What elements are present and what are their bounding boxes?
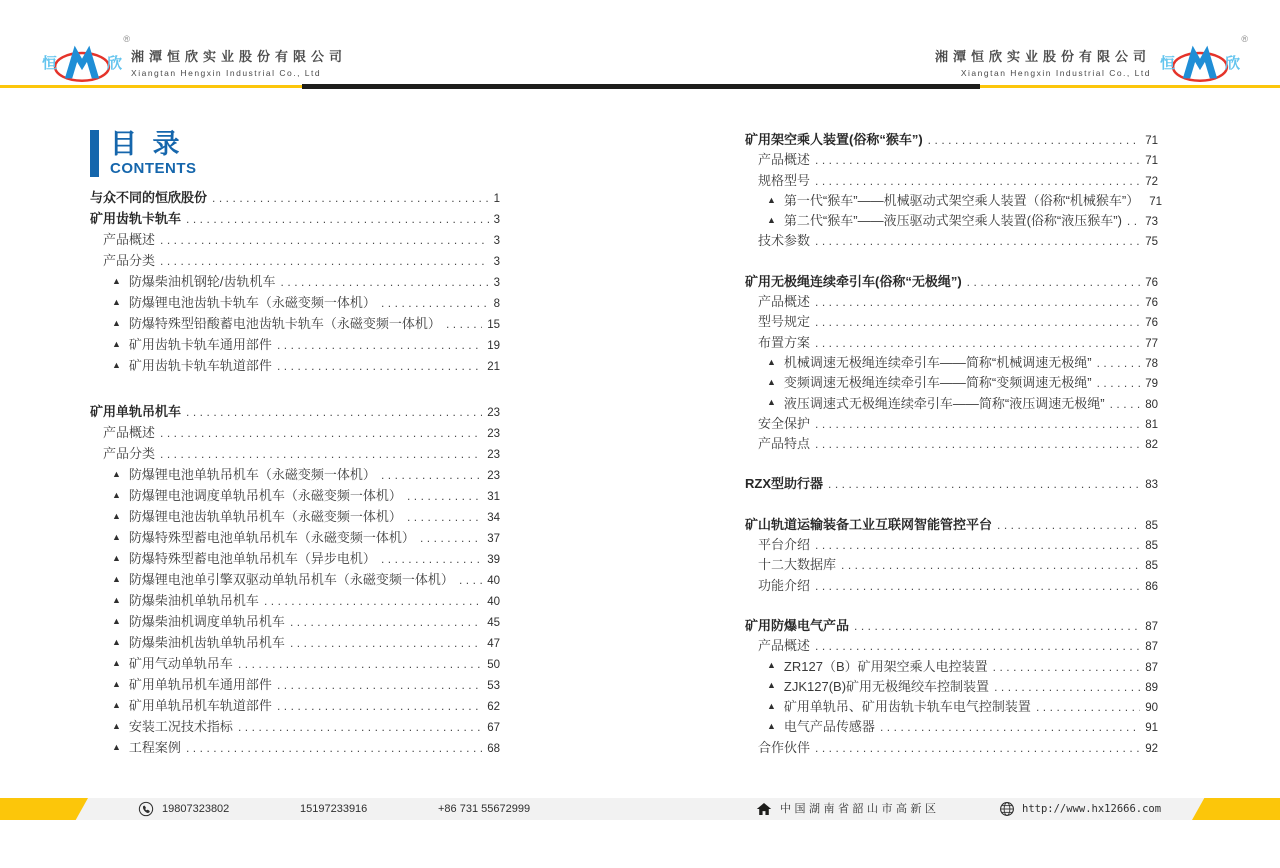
toc-entry-label: 功能介绍 [758, 577, 811, 593]
dot-leader [828, 477, 1140, 491]
registered-trademark-icon: ® [123, 34, 131, 44]
triangle-bullet-icon: ▲ [112, 637, 121, 647]
company-name-block [935, 46, 1151, 78]
toc-entry-row [745, 210, 1158, 230]
toc-section-title-row [745, 129, 1158, 149]
triangle-bullet-icon: ▲ [112, 742, 121, 752]
toc-entry-label: 合作伙伴 [758, 739, 811, 755]
triangle-bullet-icon: ▲ [767, 680, 776, 691]
dot-leader [160, 447, 482, 461]
toc-entry-label: 矿用单轨吊机车轨道部件 [128, 698, 272, 713]
toc-entry-label: 防爆柴油机单轨吊机车 [128, 593, 259, 608]
header-left [42, 36, 347, 88]
header-rule-dark [302, 84, 980, 89]
toc-entry-label: 防爆柴油机钢轮/齿轨机车 [128, 274, 276, 289]
triangle-bullet-icon: ▲ [112, 574, 121, 584]
company-name-en: Xiangtan Hengxin Industrial Co., Ltd [960, 68, 1151, 78]
toc-page-number: 71 [1149, 195, 1163, 208]
toc-entry-label: 技术参数 [758, 233, 811, 249]
toc-page-number: 81 [1145, 418, 1158, 431]
toc-page-number: 15 [487, 319, 500, 331]
toc-entry-row [90, 674, 500, 695]
footer-phone-2: 15197233916 [300, 803, 368, 815]
toc-entry-label: 防爆锂电池齿轨单轨吊机车（永磁变频一体机） [128, 509, 402, 524]
toc-section-title-row [90, 401, 500, 422]
toc-entry-row [90, 334, 500, 355]
dot-leader [815, 315, 1140, 329]
dot-leader [186, 405, 482, 419]
dot-leader [160, 233, 489, 247]
triangle-bullet-icon: ▲ [112, 297, 121, 307]
toc-entry-label: 安全保护 [758, 415, 811, 431]
toc-entry-label: 矿用齿轨卡轨车 [90, 211, 182, 226]
toc-page-number: 39 [487, 554, 500, 566]
toc-page-number: 45 [487, 617, 500, 629]
dot-leader [160, 426, 482, 440]
toc-entry-row [90, 695, 500, 716]
toc-entry-label: 矿用单轨吊、矿用齿轨卡轨车电气控制装置 [783, 699, 1031, 715]
triangle-bullet-icon: ▲ [112, 511, 121, 521]
toc-entry-label: 产品概述 [758, 638, 811, 654]
toc-entry-row [90, 443, 500, 464]
toc-title-block [90, 130, 197, 177]
toc-entry-label: 第一代“猴车”——机械驱动式架空乘人装置（俗称“机械猴车”） [783, 192, 1140, 208]
header-rule-yellow-right [980, 85, 1280, 88]
toc-page-number: 87 [1145, 641, 1158, 654]
toc-page-number: 34 [487, 512, 500, 524]
toc-entry-row [745, 230, 1158, 250]
toc-page-number: 75 [1145, 236, 1158, 249]
toc-entry-label: ZR127（B）矿用架空乘人电控装置 [783, 658, 988, 674]
toc-page-number: 71 [1145, 135, 1158, 147]
toc-entry-row [745, 332, 1158, 352]
dot-leader [815, 538, 1140, 552]
toc-entry-row [90, 632, 500, 653]
toc-page-number: 82 [1145, 439, 1158, 452]
toc-entry-label: 矿用架空乘人装置(俗称“猴车”) [745, 132, 923, 147]
footer-yellow-wedge-left [0, 798, 88, 820]
triangle-bullet-icon: ▲ [112, 721, 121, 731]
toc-entry-row [745, 716, 1158, 736]
toc-page-number: 87 [1145, 620, 1158, 633]
toc-entry-row [90, 527, 500, 548]
footer-address: 中国湖南省韶山市高新区 [780, 803, 940, 815]
triangle-bullet-icon: ▲ [112, 360, 121, 370]
toc-entry-label: 产品概述 [758, 294, 811, 310]
toc-page-number: 3 [493, 277, 500, 289]
toc-entry-label: 规格型号 [758, 172, 811, 188]
page-subtitle: CONTENTS [110, 160, 197, 178]
dot-leader [277, 699, 482, 713]
toc-page-number: 3 [493, 256, 500, 268]
toc-entry-label: 产品概述 [103, 232, 156, 247]
dot-leader [264, 594, 482, 608]
toc-page-number: 79 [1145, 378, 1158, 391]
dot-leader [993, 660, 1141, 674]
toc-entry-label: 防爆锂电池调度单轨吊机车（永磁变频一体机） [128, 488, 402, 503]
toc-entry-row [90, 292, 500, 313]
toc-page-number: 3 [493, 235, 500, 247]
toc-entry-row [745, 737, 1158, 757]
triangle-bullet-icon: ▲ [112, 339, 121, 349]
triangle-bullet-icon: ▲ [112, 616, 121, 626]
toc-entry-row [90, 229, 500, 250]
footer-yellow-wedge-right [1192, 798, 1280, 820]
toc-entry-row [745, 413, 1158, 433]
triangle-bullet-icon: ▲ [112, 490, 121, 500]
toc-entry-row [745, 352, 1158, 372]
toc-entry-label: 防爆特殊型蓄电池单轨吊机车（异步电机） [128, 551, 376, 566]
toc-entry-label: 防爆锂电池齿轨卡轨车（永磁变频一体机） [128, 295, 376, 310]
toc-entry-label: 防爆特殊型蓄电池单轨吊机车（永磁变频一体机） [128, 530, 415, 545]
toc-entry-row [90, 548, 500, 569]
triangle-bullet-icon: ▲ [767, 700, 776, 711]
toc-entry-row [745, 676, 1158, 696]
dot-leader [1110, 397, 1141, 411]
toc-section [90, 401, 500, 758]
toc-page-number: 85 [1145, 560, 1158, 573]
logo-mountain-icon [1169, 39, 1231, 85]
toc-entry-label: 十二大数据库 [758, 557, 837, 573]
toc-page-number: 23 [487, 407, 500, 419]
toc-entry-row [745, 656, 1158, 676]
company-logo [42, 34, 131, 88]
triangle-bullet-icon: ▲ [767, 194, 776, 205]
toc-page-number: 62 [487, 701, 500, 713]
toc-entry-row [90, 611, 500, 632]
company-name-block [131, 46, 347, 78]
toc-page-number: 85 [1145, 540, 1158, 553]
toc-page-number: 40 [487, 575, 500, 587]
toc-entry-label: 矿用单轨吊机车通用部件 [128, 677, 272, 692]
toc-page-number: 53 [487, 680, 500, 692]
toc-entry-row [90, 737, 500, 758]
toc-entry-row [90, 485, 500, 506]
toc-entry-row [745, 635, 1158, 655]
toc-page-number: 37 [487, 533, 500, 545]
dot-leader [381, 468, 482, 482]
toc-entry-row [90, 569, 500, 590]
toc-entry-row [90, 464, 500, 485]
toc-entry-row [90, 716, 500, 737]
toc-entry-row [90, 506, 500, 527]
toc-page-number: 83 [1145, 479, 1158, 492]
toc-entry-label: 第二代“猴车”——液压驱动式架空乘人装置(俗称“液压猴车”) [783, 213, 1122, 229]
toc-entry-label: 机械调速无极绳连续牵引车——简称“机械调速无极绳” [783, 354, 1092, 370]
toc-entry-label: 产品分类 [103, 446, 156, 461]
toc-entry-row [90, 250, 500, 271]
triangle-bullet-icon: ▲ [112, 276, 121, 286]
toc-entry-row [745, 696, 1158, 716]
toc-page-number: 67 [487, 722, 500, 734]
toc-entry-label: 液压调速式无极绳连续牵引车——简称“液压调速无极绳” [783, 395, 1105, 411]
dot-leader [880, 720, 1140, 734]
page-title: 目 录 [110, 129, 184, 159]
toc-section-title-row [745, 473, 1158, 493]
toc-page-number: 73 [1145, 216, 1158, 229]
toc-entry-row [745, 433, 1158, 453]
dot-leader [815, 174, 1140, 188]
toc-entry-row [745, 575, 1158, 595]
triangle-bullet-icon: ▲ [112, 532, 121, 542]
phone-icon [138, 801, 154, 817]
dot-leader [277, 678, 482, 692]
dot-leader [420, 531, 482, 545]
toc-page-number: 1 [493, 193, 500, 205]
dot-leader [212, 191, 489, 205]
toc-entry-label: 变频调速无极绳连续牵引车——简称“变频调速无极绳” [783, 375, 1092, 391]
toc-section [745, 129, 1163, 251]
triangle-bullet-icon: ▲ [767, 376, 776, 387]
dot-leader [841, 558, 1140, 572]
toc-page-number: 21 [487, 361, 500, 373]
company-name-en: Xiangtan Hengxin Industrial Co., Ltd [131, 68, 322, 78]
toc-entry-label: 矿用齿轨卡轨车通用部件 [128, 337, 272, 352]
toc-page-number: 78 [1145, 357, 1158, 370]
toc-page-number: 87 [1145, 661, 1158, 674]
toc-page-number: 86 [1145, 580, 1158, 593]
dot-leader [381, 296, 489, 310]
toc-page-number: 76 [1145, 317, 1158, 330]
toc-entry-label: 防爆柴油机齿轨单轨吊机车 [128, 635, 285, 650]
toc-entry-label: 矿用防爆电气产品 [745, 617, 850, 633]
toc-entry-row [745, 170, 1158, 190]
company-name-zh: 湘潭恒欣实业股份有限公司 [934, 49, 1151, 64]
toc-page-number: 77 [1145, 337, 1158, 350]
dot-leader [815, 295, 1140, 309]
triangle-bullet-icon: ▲ [112, 469, 121, 479]
registered-trademark-icon: ® [1241, 34, 1248, 44]
toc-section [90, 208, 500, 376]
toc-page-number: 71 [1145, 155, 1158, 168]
triangle-bullet-icon: ▲ [112, 318, 121, 328]
toc-entry-label: 矿用无极绳连续牵引车(俗称“无极绳”) [745, 273, 962, 289]
toc-page-number: 50 [487, 659, 500, 671]
dot-leader [281, 275, 489, 289]
toc-entry-row [745, 393, 1158, 413]
toc-section [745, 473, 1158, 493]
triangle-bullet-icon: ▲ [767, 397, 776, 408]
toc-page-number: 3 [493, 214, 500, 226]
logo-heng-char: 恒 [42, 54, 58, 72]
dot-leader [815, 437, 1140, 451]
toc-entry-row [90, 590, 500, 611]
toc-column-right [745, 129, 1163, 757]
dot-leader [407, 489, 482, 503]
dot-leader [238, 720, 482, 734]
toc-page-number: 92 [1145, 742, 1158, 755]
toc-entry-label: 矿用齿轨卡轨车轨道部件 [128, 358, 272, 373]
toc-entry-label: 布置方案 [758, 334, 811, 350]
dot-leader [1097, 356, 1141, 370]
triangle-bullet-icon: ▲ [767, 660, 776, 671]
toc-page-number: 89 [1145, 681, 1158, 694]
toc-section-title-row [745, 615, 1158, 635]
toc-entry-label: 防爆柴油机调度单轨吊机车 [128, 614, 285, 629]
toc-page-number: 23 [487, 449, 500, 461]
dot-leader [815, 579, 1140, 593]
dot-leader [238, 657, 482, 671]
company-logo [1159, 34, 1248, 88]
dot-leader [290, 636, 482, 650]
toc-section [745, 615, 1158, 757]
dot-leader [994, 680, 1140, 694]
dot-leader [277, 359, 482, 373]
dot-leader [160, 254, 489, 268]
toc-entry-label: 矿用单轨吊机车 [90, 404, 182, 419]
toc-entry-label: 工程案例 [128, 740, 181, 755]
triangle-bullet-icon: ▲ [767, 721, 776, 732]
dot-leader [967, 275, 1141, 289]
toc-entry-row [90, 355, 500, 376]
toc-page-number: 31 [487, 491, 500, 503]
dot-leader [815, 741, 1140, 755]
dot-leader [1127, 214, 1140, 228]
triangle-bullet-icon: ▲ [112, 658, 121, 668]
triangle-bullet-icon: ▲ [112, 553, 121, 563]
toc-page-number: 23 [487, 428, 500, 440]
triangle-bullet-icon: ▲ [767, 356, 776, 367]
header-right [934, 34, 1248, 88]
toc-page-number: 76 [1145, 276, 1158, 289]
toc-section-title-row [90, 208, 500, 229]
toc-entry-label: 防爆锂电池单轨吊机车（永磁变频一体机） [128, 467, 376, 482]
dot-leader [854, 619, 1140, 633]
toc-section-title-row [745, 271, 1158, 291]
triangle-bullet-icon: ▲ [112, 679, 121, 689]
toc-entry-label: 产品特点 [758, 436, 811, 452]
triangle-bullet-icon: ▲ [767, 214, 776, 225]
toc-entry-label: 平台介绍 [758, 537, 811, 553]
toc-page-number: 47 [487, 638, 500, 650]
toc-entry-row [90, 313, 500, 334]
footer-phone-1: 19807323802 [162, 803, 230, 815]
dot-leader [459, 573, 482, 587]
dot-leader [381, 552, 482, 566]
company-name-zh: 湘潭恒欣实业股份有限公司 [131, 49, 348, 64]
home-icon [756, 801, 772, 817]
toc-entry-label: 产品概述 [758, 152, 811, 168]
toc-page-number: 8 [493, 298, 500, 310]
dot-leader [1097, 376, 1141, 390]
toc-entry-row [90, 271, 500, 292]
toc-section [90, 187, 500, 208]
footer-phone-landline: +86 731 55672999 [438, 803, 531, 815]
dot-leader [928, 133, 1141, 147]
toc-page-number: 80 [1145, 398, 1158, 411]
dot-leader [186, 212, 489, 226]
dot-leader [277, 338, 482, 352]
dot-leader [446, 317, 482, 331]
triangle-bullet-icon: ▲ [112, 595, 121, 605]
toc-entry-row [745, 291, 1158, 311]
toc-page-number: 68 [487, 743, 500, 755]
logo-mountain-icon [51, 39, 113, 85]
dot-leader [290, 615, 482, 629]
dot-leader [186, 741, 482, 755]
toc-entry-row [745, 190, 1163, 210]
toc-entry-label: 型号规定 [758, 314, 811, 330]
toc-entry-row [90, 422, 500, 443]
toc-section [745, 271, 1158, 454]
toc-entry-label: 与众不同的恒欣股份 [90, 190, 208, 205]
dot-leader [815, 417, 1140, 431]
toc-entry-row [745, 534, 1158, 554]
toc-section [745, 514, 1158, 595]
triangle-bullet-icon: ▲ [112, 700, 121, 710]
toc-entry-label: 防爆特殊型铅酸蓄电池齿轨卡轨车（永磁变频一体机） [128, 316, 441, 331]
dot-leader [815, 639, 1140, 653]
toc-entry-label: 电气产品传感器 [783, 719, 875, 735]
toc-page-number: 72 [1145, 175, 1158, 188]
toc-column-left [90, 187, 500, 758]
footer-website-url: http://www.hx12666.com [1022, 803, 1162, 815]
toc-page-number: 23 [487, 470, 500, 482]
toc-entry-row [745, 311, 1158, 331]
toc-page-number: 85 [1145, 519, 1158, 532]
toc-page-number: 40 [487, 596, 500, 608]
logo-heng-char: 恒 [1159, 54, 1175, 72]
header-rule-yellow-left [0, 85, 302, 88]
dot-leader [815, 336, 1140, 350]
toc-entry-label: RZX型助行器 [745, 476, 824, 492]
toc-entry-label: 防爆锂电池单引擎双驱动单轨吊机车（永磁变频一体机） [128, 572, 454, 587]
toc-page-number: 19 [487, 340, 500, 352]
dot-leader [407, 510, 482, 524]
toc-entry-label: 安装工况技术指标 [128, 719, 233, 734]
toc-page-number: 76 [1145, 297, 1158, 310]
globe-icon [999, 801, 1015, 817]
toc-entry-row [745, 554, 1158, 574]
toc-entry-label: 产品分类 [103, 253, 156, 268]
logo-xin-char: 欣 [107, 54, 123, 72]
logo-xin-char: 欣 [1224, 54, 1240, 72]
toc-section-title-row [745, 514, 1158, 534]
toc-entry-label: 产品概述 [103, 425, 156, 440]
toc-section-title-row [90, 187, 500, 208]
toc-entry-label: 矿山轨道运输装备工业互联网智能管控平台 [745, 516, 993, 532]
dot-leader [997, 518, 1140, 532]
toc-entry-row [90, 653, 500, 674]
dot-leader [815, 234, 1140, 248]
dot-leader [1036, 700, 1140, 714]
toc-entry-row [745, 149, 1158, 169]
toc-page-number: 91 [1145, 722, 1158, 735]
toc-entry-row [745, 372, 1158, 392]
toc-entry-label: ZJK127(B)矿用无极绳绞车控制装置 [783, 678, 990, 694]
toc-page-number: 90 [1145, 702, 1158, 715]
dot-leader [815, 153, 1140, 167]
toc-entry-label: 矿用气动单轨吊车 [128, 656, 233, 671]
